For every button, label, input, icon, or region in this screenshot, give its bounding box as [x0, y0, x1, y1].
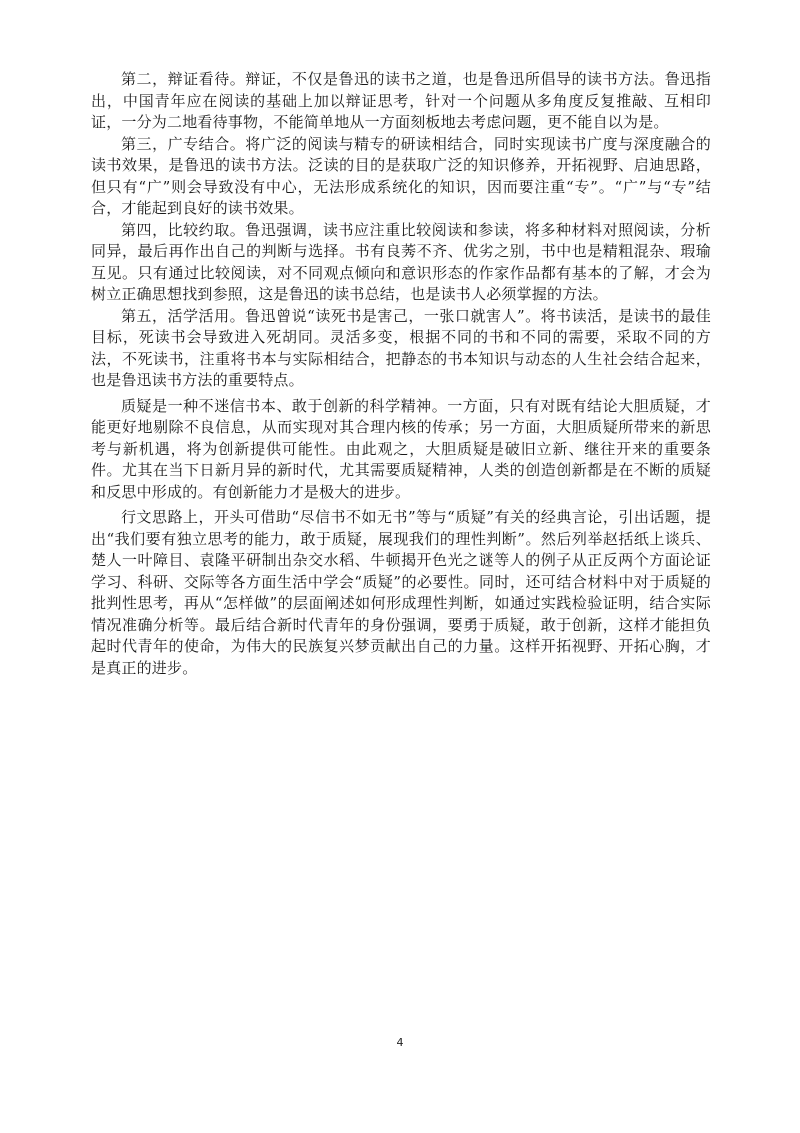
paragraph-flexible-learning: 第五，活学活用。鲁迅曾说“读死书是害己，一张口就害人”。将书读活，是读书的最佳目标，死读书会导致进入死胡同。灵活多变，根据不同的书和不同的需要，采取不同的方法，不死读书，注重将书本与实际相结合，把静态的书本知识与动态的人生社会结合起来，也是鲁迅读书方法的重要特点。 [91, 306, 711, 389]
page-number: 4 [396, 1036, 404, 1049]
document-body [91, 69, 711, 679]
paragraph-comparison: 第四，比较约取。鲁迅强调，读书应注重比较阅读和参读，将多种材料对照阅读，分析同异，最后再作出自己的判断与选择。书有良莠不齐、优劣之别，书中也是精粗混杂、瑕瑜互见。只有通过比较阅读，对不同观点倾向和意识形态的作家作品都有基本的了解，才会为树立正确思想找到参照，这是鲁迅的读书总结，也是读书人必须掌握的方法。 [91, 220, 711, 303]
paragraph-broad-specialized: 第三，广专结合。将广泛的阅读与精专的研读相结合，同时实现读书广度与深度融合的读书效果，是鲁迅的读书方法。泛读的目的是获取广泛的知识修养，开拓视野、启迪思路，但只有“广”则会导致没有中心，无法形成系统化的知识，因而要注重“专”。“广”与“专”结合，才能起到良好的读书效果。 [91, 134, 711, 217]
paragraph-writing-approach: 行文思路上，开头可借助“尽信书不如无书”等与“质疑”有关的经典言论，引出话题，提出“我们要有独立思考的能力，敢于质疑，展现我们的理性判断”。然后列举赵括纸上谈兵、楚人一叶障目、袁隆平研制出杂交水稻、牛顿揭开色光之谜等人的例子从正反两个方面论证学习、科研、交际等各方面生活中学会“质疑”的必要性。同时，还可结合材料中对于质疑的批判性思考，再从“怎样做”的层面阐述如何形成理性判断，如通过实践检验证明，结合实际情况准确分析等。最后结合新时代青年的身份强调，要勇于质疑，敢于创新，这样才能担负起时代青年的使命，为伟大的民族复兴梦贡献出自己的力量。这样开拓视野、开拓心胸，才是真正的进步。 [91, 508, 711, 677]
paragraph-questioning: 质疑是一种不迷信书本、敢于创新的科学精神。一方面，只有对既有结论大胆质疑，才能更好地剔除不良信息，从而实现对其合理内核的传承；另一方面，大胆质疑所带来的新思考与新机遇，将为创新提供可能性。由此观之，大胆质疑是破旧立新、继往开来的重要条件。尤其在当下日新月异的新时代，尤其需要质疑精神，人类的创造创新都是在不断的质疑和反思中形成的。有创新能力才是极大的进步。 [91, 396, 711, 501]
paragraph-dialectical: 第二，辩证看待。辩证，不仅是鲁迅的读书之道，也是鲁迅所倡导的读书方法。鲁迅指出，中国青年应在阅读的基础上加以辩证思考，针对一个问题从多角度反复推敲、互相印证，一分为二地看待事物，不能简单地从一方面刻板地去考虑问题，更不能自以为是。 [91, 70, 711, 131]
